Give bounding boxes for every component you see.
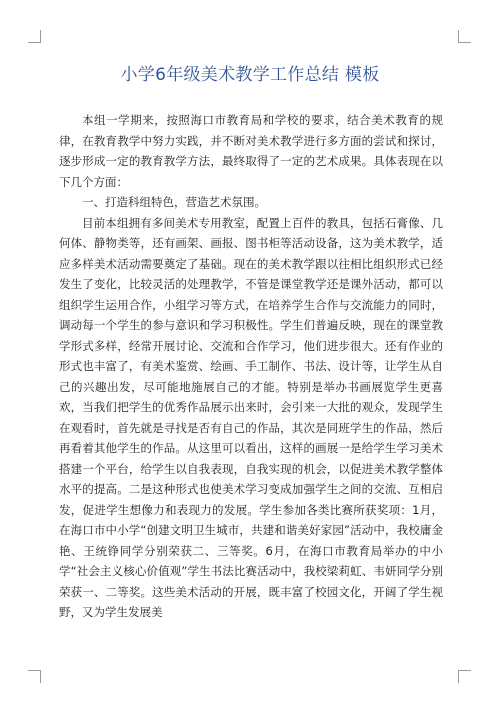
intro-paragraph: 本组一学期来，按照海口市教育局和学校的要求，结合美术教育的规律，在教育教学中努力实践，并不断对美术教学进行多方面的尝试和探讨，逐步形成一定的教育教学方法，最终取得了一定的艺术成果。具体表现在以下几个方面： [59, 113, 443, 189]
corner-mark-bottom-left [28, 670, 41, 683]
document-body [59, 110, 443, 623]
corner-mark-top-right [458, 30, 471, 43]
corner-mark-top-left [28, 30, 41, 43]
corner-mark-bottom-right [458, 670, 471, 683]
section-heading: 一、打造科组特色，营造艺术氛围。 [82, 195, 266, 209]
body-paragraph: 目前本组拥有多间美术专用教室，配置上百件的教具，包括石膏像、几何体、静物类等，还有画架、画报、图书柜等活动设备，这为美术教学，适应多样美术活动需要奠定了基础。现在的美术教学跟以往相比组织形式已经发生了变化，比较灵活的处理教学，不管是课堂教学还是课外活动，都可以组织学生运用合作，小组学习等方式，在培养学生合作与交流能力的同时，调动每一个学生的参与意识和学习积极性。学生们普遍反映，现在的课堂教学形式多样，经常开展讨论、交流和合作学习，他们进步很大。还有作业的形式也丰富了，有美术鉴赏、绘画、手工制作、书法、设计等，让学生从自己的兴趣出发，尽可能地施展自己的才能。特别是举办书画展览学生更喜欢，当我们把学生的优秀作品展示出来时，会引来一大批的观众，发现学生在观看时，首先就是寻找是否有自己的作品，其次是同班学生的作品，然后再看着其他学生的作品。从这里可以看出，这样的画展一是给学生学习美术搭建一个平台，给学生以自我表现，自我实现的机会，以促进美术教学整体水平的提高。二是这种形式也使美术学习变成加强学生之间的交流、互相启发，促进学生想像力和表现力的发展。学生参加各类比赛所获奖项：1月，在海口市中小学“创建文明卫生城市，共建和谐美好家园”活动中，我校庸金艳、王统铮同学分别荣获二、三等奖。6月，在海口市教育局举办的中小学“社会主义核心价值观”学生书法比赛活动中，我校梁莉虹、韦妍同学分别荣获一、二等奖。这些美术活动的开展，既丰富了校园文化，开阔了学生视野，又为学生发展美 [59, 215, 443, 619]
document-title: 小学6年级美术教学工作总结 模板 [120, 65, 380, 85]
